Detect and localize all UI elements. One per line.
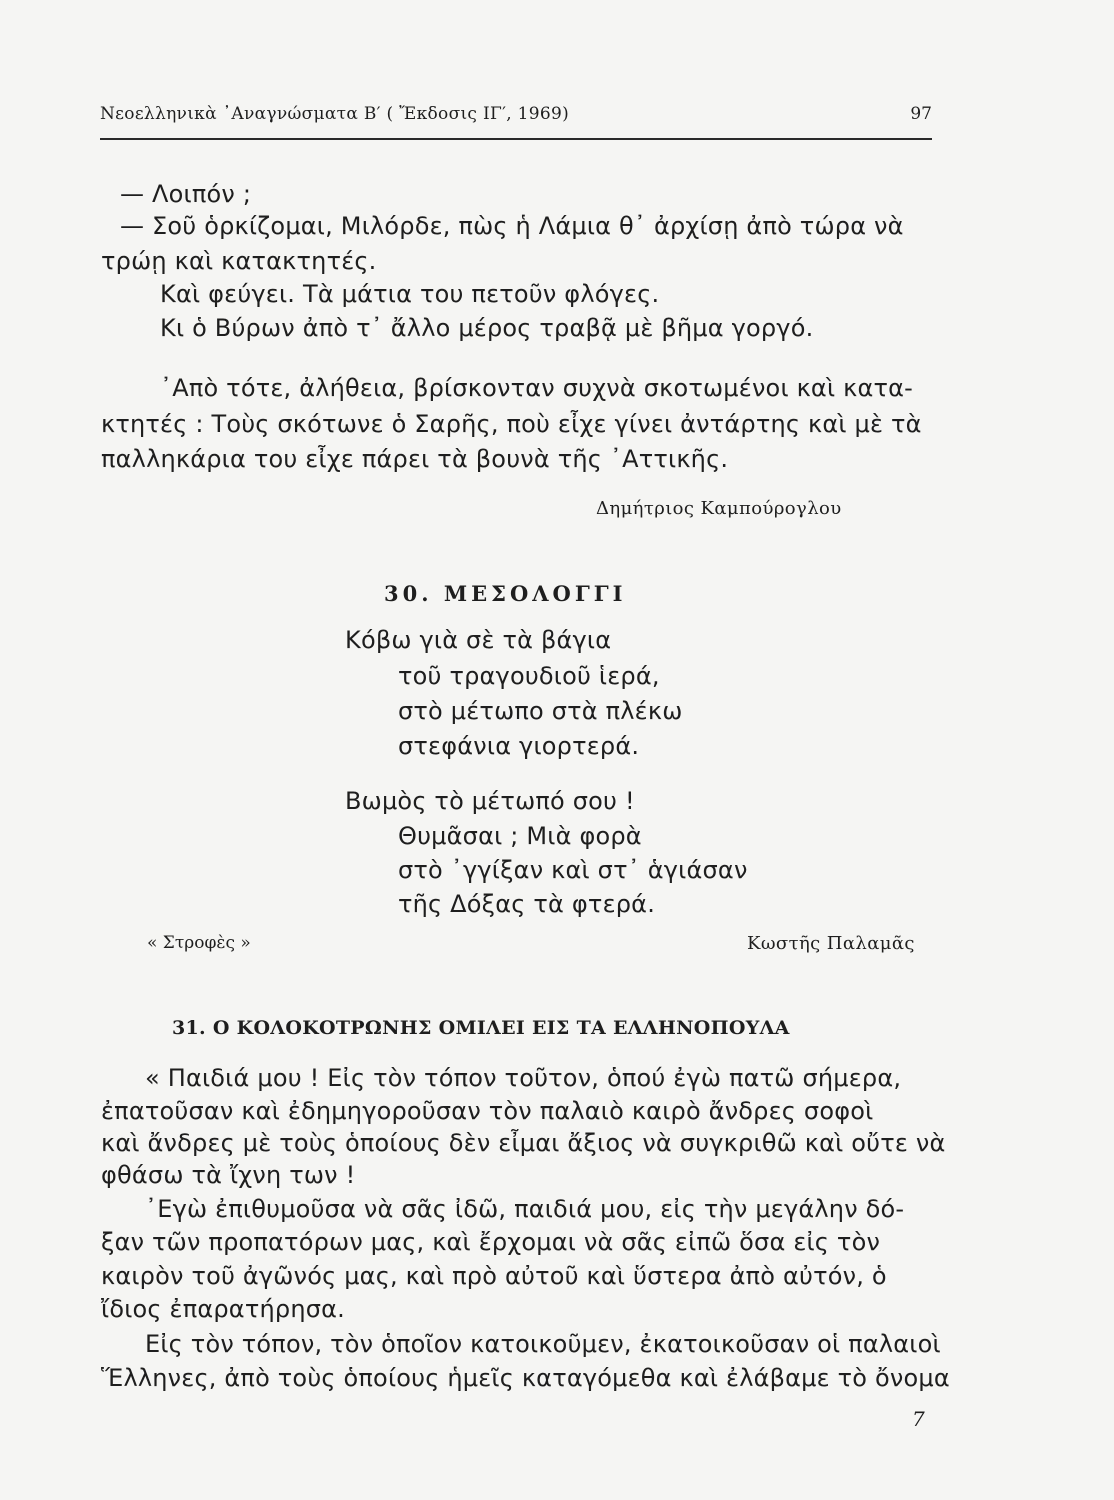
prose-line: Κι ὁ Βύρων ἀπὸ τ᾿ ἄλλο μέρος τραβᾷ μὲ βῆμα γοργό. <box>160 314 814 342</box>
prose-line: Εἰς τὸν τόπον, τὸν ὁποῖον κατοικοῦμεν, ἐκατοικοῦσαν οἱ παλαιοὶ <box>145 1330 941 1358</box>
poem-line: Βωμὸς τὸ μέτωπό σου ! <box>345 787 635 815</box>
prose-line: Καὶ φεύγει. Τὰ μάτια του πετοῦν φλόγες. <box>160 280 660 308</box>
prose-line: καιρὸν τοῦ ἀγῶνός μας, καὶ πρὸ αὐτοῦ καὶ ὕστερα ἀπὸ αὐτόν, ὁ <box>101 1262 887 1290</box>
prose-line: « Παιδιά μου ! Εἰς τὸν τόπον τοῦτον, ὁπού ἐγὼ πατῶ σήμερα, <box>145 1064 902 1092</box>
prose-line: κτητές : Τοὺς σκότωνε ὁ Σαρῆς, ποὺ εἶχε γίνει ἀντάρτης καὶ μὲ τὰ <box>101 410 922 438</box>
prose-line: ξαν τῶν προπατόρων μας, καὶ ἔρχομαι νὰ σᾶς εἰπῶ ὅσα εἰς τὸν <box>101 1228 881 1256</box>
prose-line: ᾿Απὸ τότε, ἀλήθεια, βρίσκονταν συχνὰ σκοτωμένοι καὶ κατα- <box>160 374 913 402</box>
header-rule <box>100 138 932 140</box>
signature-mark: 7 <box>912 1407 925 1431</box>
poem-line: Θυμᾶσαι ; Μιὰ φορὰ <box>398 822 642 850</box>
dialogue-line: — Σοῦ ὁρκίζομαι, Μιλόρδε, πὼς ἡ Λάμια θ᾿ ἀρχίσῃ ἀπὸ τώρα νὰ <box>120 212 904 240</box>
poem-line: Κόβω γιὰ σὲ τὰ βάγια <box>345 626 612 654</box>
author-signature: Δημήτριος Καμπούρογλου <box>596 498 842 519</box>
prose-line: φθάσω τὰ ἴχνη των ! <box>101 1161 356 1189</box>
poem-line: στεφάνια γιορτερά. <box>398 732 640 760</box>
poem-line: στὸ μέτωπο στὰ πλέκω <box>398 697 683 725</box>
poem-line: τοῦ τραγουδιοῦ ἱερά, <box>398 662 660 690</box>
prose-line: ἴδιος ἐπαρατήρησα. <box>101 1295 345 1323</box>
dialogue-line: τρώῃ καὶ κατακτητές. <box>101 247 377 275</box>
page-number: 97 <box>910 104 932 124</box>
prose-line: Ἕλληνες, ἀπὸ τοὺς ὁποίους ἡμεῖς καταγόμεθα καὶ ἐλάβαμε τὸ ὄνομα <box>101 1364 950 1392</box>
poem-line: στὸ ᾿γγίξαν καὶ στ᾿ ἁγιάσαν <box>398 856 748 884</box>
prose-line: ᾿Εγὼ ἐπιθυμοῦσα νὰ σᾶς ἰδῶ, παιδιά μου, εἰς τὴν μεγάλην δό- <box>145 1195 905 1223</box>
poem-line: τῆς Δόξας τὰ φτερά. <box>398 890 656 918</box>
prose-line: ἐπατοῦσαν καὶ ἐδημηγοροῦσαν τὸν παλαιὸ καιρὸ ἄνδρες σοφοὶ <box>101 1097 874 1125</box>
section-title: 30. ΜΕΣΟΛΟΓΓΙ <box>384 581 627 606</box>
prose-line: καὶ ἄνδρες μὲ τοὺς ὁποίους δὲν εἶμαι ἄξιος νὰ συγκριθῶ καὶ οὔτε νὰ <box>101 1129 946 1157</box>
section-title: 31. Ο ΚΟΛΟΚΟΤΡΩΝΗΣ ΟΜΙΛΕΙ ΕΙΣ ΤΑ ΕΛΛΗΝΟΠΟΥΛΑ <box>172 1017 790 1039</box>
poem-author: Κωστῆς Παλαμᾶς <box>747 933 915 954</box>
dialogue-line: — Λοιπόν ; <box>120 180 252 208</box>
running-title: Νεοελληνικὰ ᾿Αναγνώσματα Β′ ( Ἔκδοσις ΙΓ′, 1969) <box>100 104 570 124</box>
prose-line: παλληκάρια του εἶχε πάρει τὰ βουνὰ τῆς ᾿Αττικῆς. <box>101 445 729 473</box>
poem-source: « Στροφὲς » <box>147 933 251 953</box>
